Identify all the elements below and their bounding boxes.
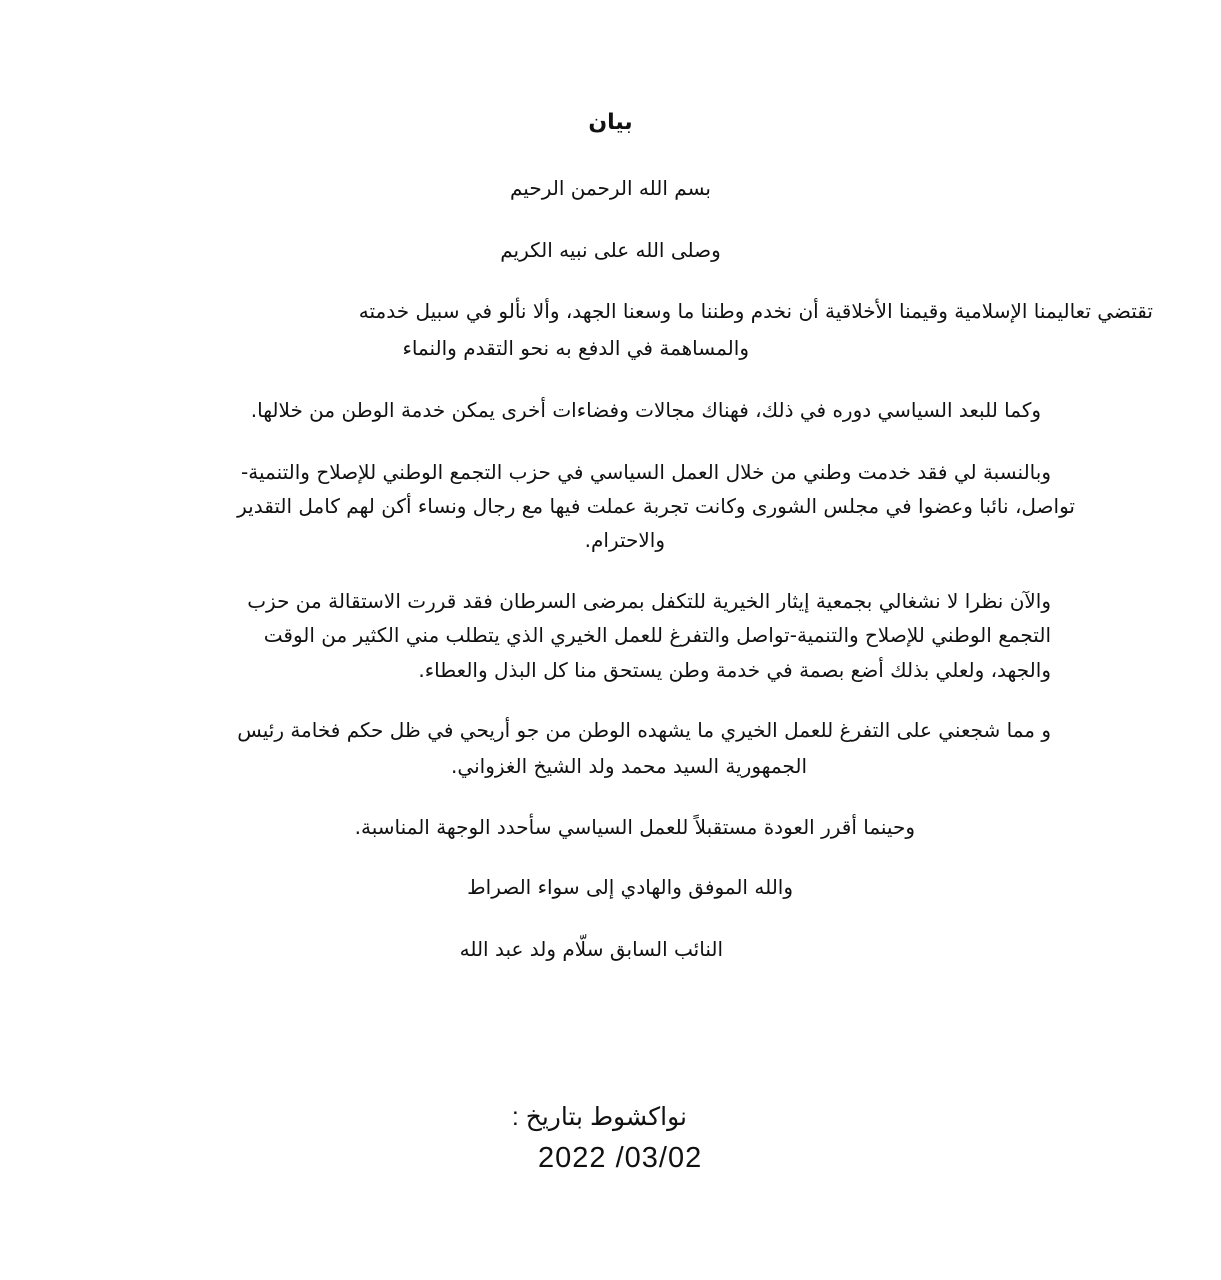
paragraph-line: وحينما أقرر العودة مستقبلاً للعمل السياسي سأحدد الوجهة المناسبة.: [354, 815, 915, 839]
place-date-label: نواكشوط بتاريخ :: [511, 1103, 687, 1131]
salat-line: وصلى الله على نبيه الكريم: [500, 238, 721, 262]
paragraph-line: التجمع الوطني للإصلاح والتنمية-تواصل والتفرغ للعمل الخيري الذي يتطلب مني الكثير من الوقت: [263, 623, 1051, 647]
paragraph-line: والمساهمة في الدفع به نحو التقدم والنماء: [402, 336, 749, 360]
basmala-line: بسم الله الرحمن الرحيم: [509, 176, 711, 200]
paragraph-line: وبالنسبة لي فقد خدمت وطني من خلال العمل السياسي في حزب التجمع الوطني للإصلاح والتنمية-: [241, 460, 1051, 484]
closing-line: والله الموفق والهادي إلى سواء الصراط: [467, 875, 793, 899]
document-title: بيان: [588, 110, 633, 135]
paragraph-line: و مما شجعني على التفرغ للعمل الخيري ما يشهده الوطن من جو أريحي في ظل حكم فخامة رئيس: [237, 718, 1051, 742]
paragraph-line: وكما للبعد السياسي دوره في ذلك، فهناك مجالات وفضاءات أخرى يمكن خدمة الوطن من خلالها.: [250, 398, 1041, 422]
paragraph-line: والاحترام.: [584, 528, 665, 552]
paragraph-line: والجهد، ولعلي بذلك أضع بصمة في خدمة وطن يستحق منا كل البذل والعطاء.: [418, 658, 1051, 682]
paragraph-line: الجمهورية السيد محمد ولد الشيخ الغزواني.: [451, 754, 807, 778]
paragraph-line: تقتضي تعاليمنا الإسلامية وقيمنا الأخلاقية أن نخدم وطننا ما وسعنا الجهد، وألا نألو في سبيل خدمته: [358, 299, 1153, 323]
paragraph-line: تواصل، نائبا وعضوا في مجلس الشورى وكانت تجربة عملت فيها مع رجال ونساء أكن لهم كامل التقدير: [237, 494, 1075, 518]
signature-name: النائب السابق سلّام ولد عبد الله: [459, 937, 723, 961]
paragraph-line: والآن نظرا لا نشغالي بجمعية إيثار الخيرية للتكفل بمرضى السرطان فقد قررت الاستقالة من حزب: [247, 589, 1051, 613]
document-date: 2022 /03/02: [538, 1142, 703, 1174]
